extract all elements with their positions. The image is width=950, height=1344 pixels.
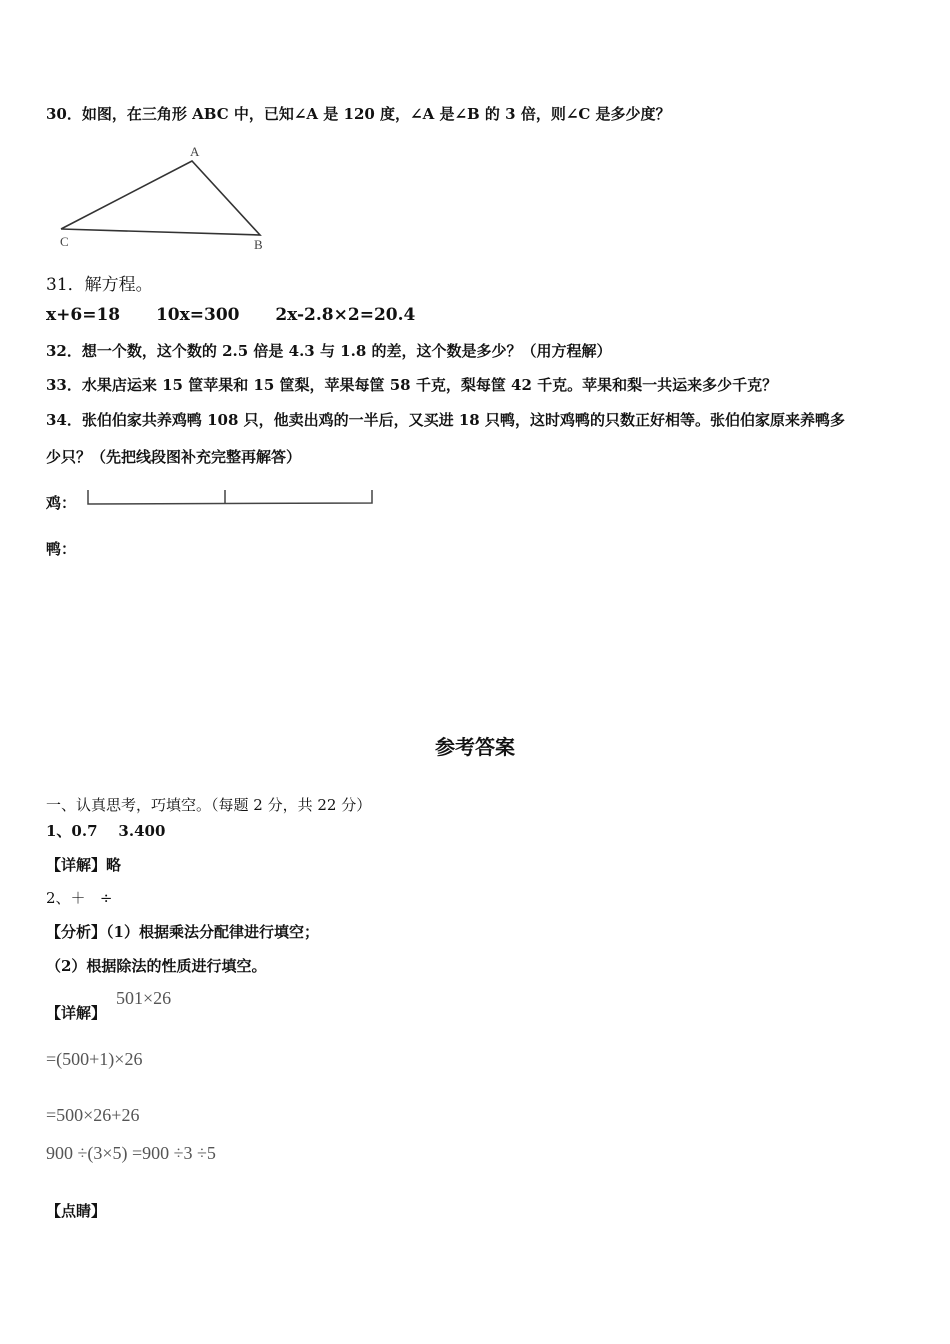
vertex-b-label: B [254,237,263,252]
chicken-label: 鸡： [46,494,77,512]
answer-1-detail: 【详解】略 [46,856,122,874]
tip-label: 【点睛】 [46,1202,107,1220]
triangle-abc-figure [52,138,277,256]
answer-2-detail-label: 【详解】 [46,1004,107,1022]
math-line-2: =(500+1)×26 [46,1049,143,1069]
chicken-segment-diagram [84,486,379,510]
equation-1: x+6=18 [46,305,121,325]
vertex-a-label: A [190,144,200,159]
equation-3: 2x-2.8×2=20.4 [275,305,416,325]
section-1-heading: 一、认真思考，巧填空。（每题 2 分，共 22 分） [46,796,372,814]
answer-2: 2、＋ ÷ [46,889,113,907]
question-34-line1: 34．张伯伯家共养鸡鸭 108 只，他卖出鸡的一半后，又买进 18 只鸭，这时鸡鸭的只数正好相等。张伯伯家原来养鸭多 [46,411,845,429]
question-34-line2: 少只？（先把线段图补充完整再解答） [46,448,302,466]
answer-2-analysis: 【分析】（1）根据乘法分配律进行填空； [46,923,319,941]
answer-2-analysis-2: （2）根据除法的性质进行填空。 [46,957,267,975]
equations-row [46,305,415,325]
vertex-c-label: C [60,234,69,249]
question-30: 30．如图，在三角形 ABC 中，已知∠A 是 120 度，∠A 是∠B 的 3 倍，则∠C 是多少度？ [46,105,671,123]
answer-1: 1、0.7 3.400 [46,822,166,840]
math-line-4: 900 ÷(3×5) =900 ÷3 ÷5 [46,1143,216,1163]
question-33: 33．水果店运来 15 筐苹果和 15 筐梨，苹果每筐 58 千克，梨每筐 42 千克。苹果和梨一共运来多少千克？ [46,376,778,394]
math-line-3: =500×26+26 [46,1105,140,1125]
equation-2: 10x=300 [155,305,240,325]
question-31: 31．解方程。 [46,275,153,295]
question-32: 32．想一个数，这个数的 2.5 倍是 4.3 与 1.8 的差，这个数是多少？（用方程解） [46,342,612,360]
math-line-1: 501×26 [116,988,172,1008]
answers-title: 参考答案 [435,735,515,759]
duck-label: 鸭： [46,540,77,558]
